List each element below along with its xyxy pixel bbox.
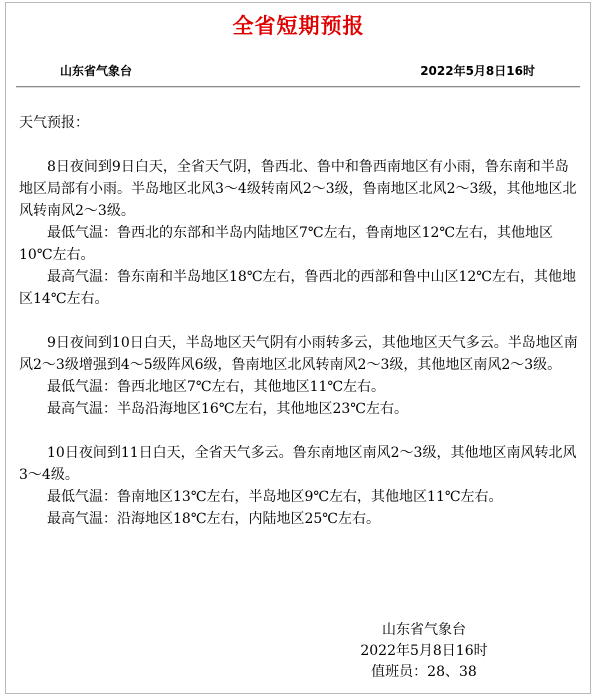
forecast-period-3: [19, 442, 579, 530]
issue-time: 2022年5月8日16时: [420, 64, 535, 78]
signature-block: [339, 620, 509, 683]
forecast-period-1: [19, 156, 579, 310]
period-min-temp: 最低气温：鲁西北地区7℃左右，其他地区11℃左右。: [47, 379, 386, 395]
forecast-period-2: [19, 332, 579, 420]
paragraph-gap: [19, 310, 579, 332]
period-summary: 10日夜间到11日白天，全省天气多云。鲁东南地区南风2～3级，其他地区南风转北风3～4级。: [19, 445, 577, 483]
period-summary: 9日夜间到10日白天，半岛地区天气阴有小雨转多云，其他地区天气多云。半岛地区南风2～3级增强到4～5级阵风6级，鲁南地区北风转南风2～3级，其他地区南风2～3级。: [19, 335, 578, 373]
period-max-temp: 最高气温：半岛沿海地区16℃左右，其他地区23℃左右。: [47, 401, 408, 417]
forecast-heading: 天气预报：: [19, 115, 89, 131]
period-min-temp: 最低气温：鲁南地区13℃左右，半岛地区9℃左右，其他地区11℃左右。: [47, 489, 503, 505]
forecast-body: [19, 112, 579, 530]
signature-org: 山东省气象台: [382, 622, 466, 638]
period-summary: 8日夜间到9日白天，全省天气阴，鲁西北、鲁中和鲁西南地区有小雨，鲁东南和半岛地区局部有小雨。半岛地区北风3～4级转南风2～3级，鲁南地区北风2～3级，其他地区北风转南风2～3级。: [19, 159, 577, 219]
issuing-org: 山东省气象台: [60, 64, 133, 78]
page-title: 全省短期预报: [232, 14, 365, 38]
period-min-temp: 最低气温：鲁西北的东部和半岛内陆地区7℃左右，鲁南地区12℃左右，其他地区10℃左右。: [19, 225, 554, 263]
period-max-temp: 最高气温：沿海地区18℃左右，内陆地区25℃左右。: [47, 511, 380, 527]
signature-date: 2022年5月8日16时: [360, 643, 488, 659]
paragraph-gap: [19, 420, 579, 442]
header-divider: [16, 86, 580, 87]
signature-duty: 值班员：28、38: [371, 664, 477, 680]
period-max-temp: 最高气温：鲁东南和半岛地区18℃左右，鲁西北的西部和鲁中山区12℃左右，其他地区14℃左右。: [19, 269, 576, 307]
